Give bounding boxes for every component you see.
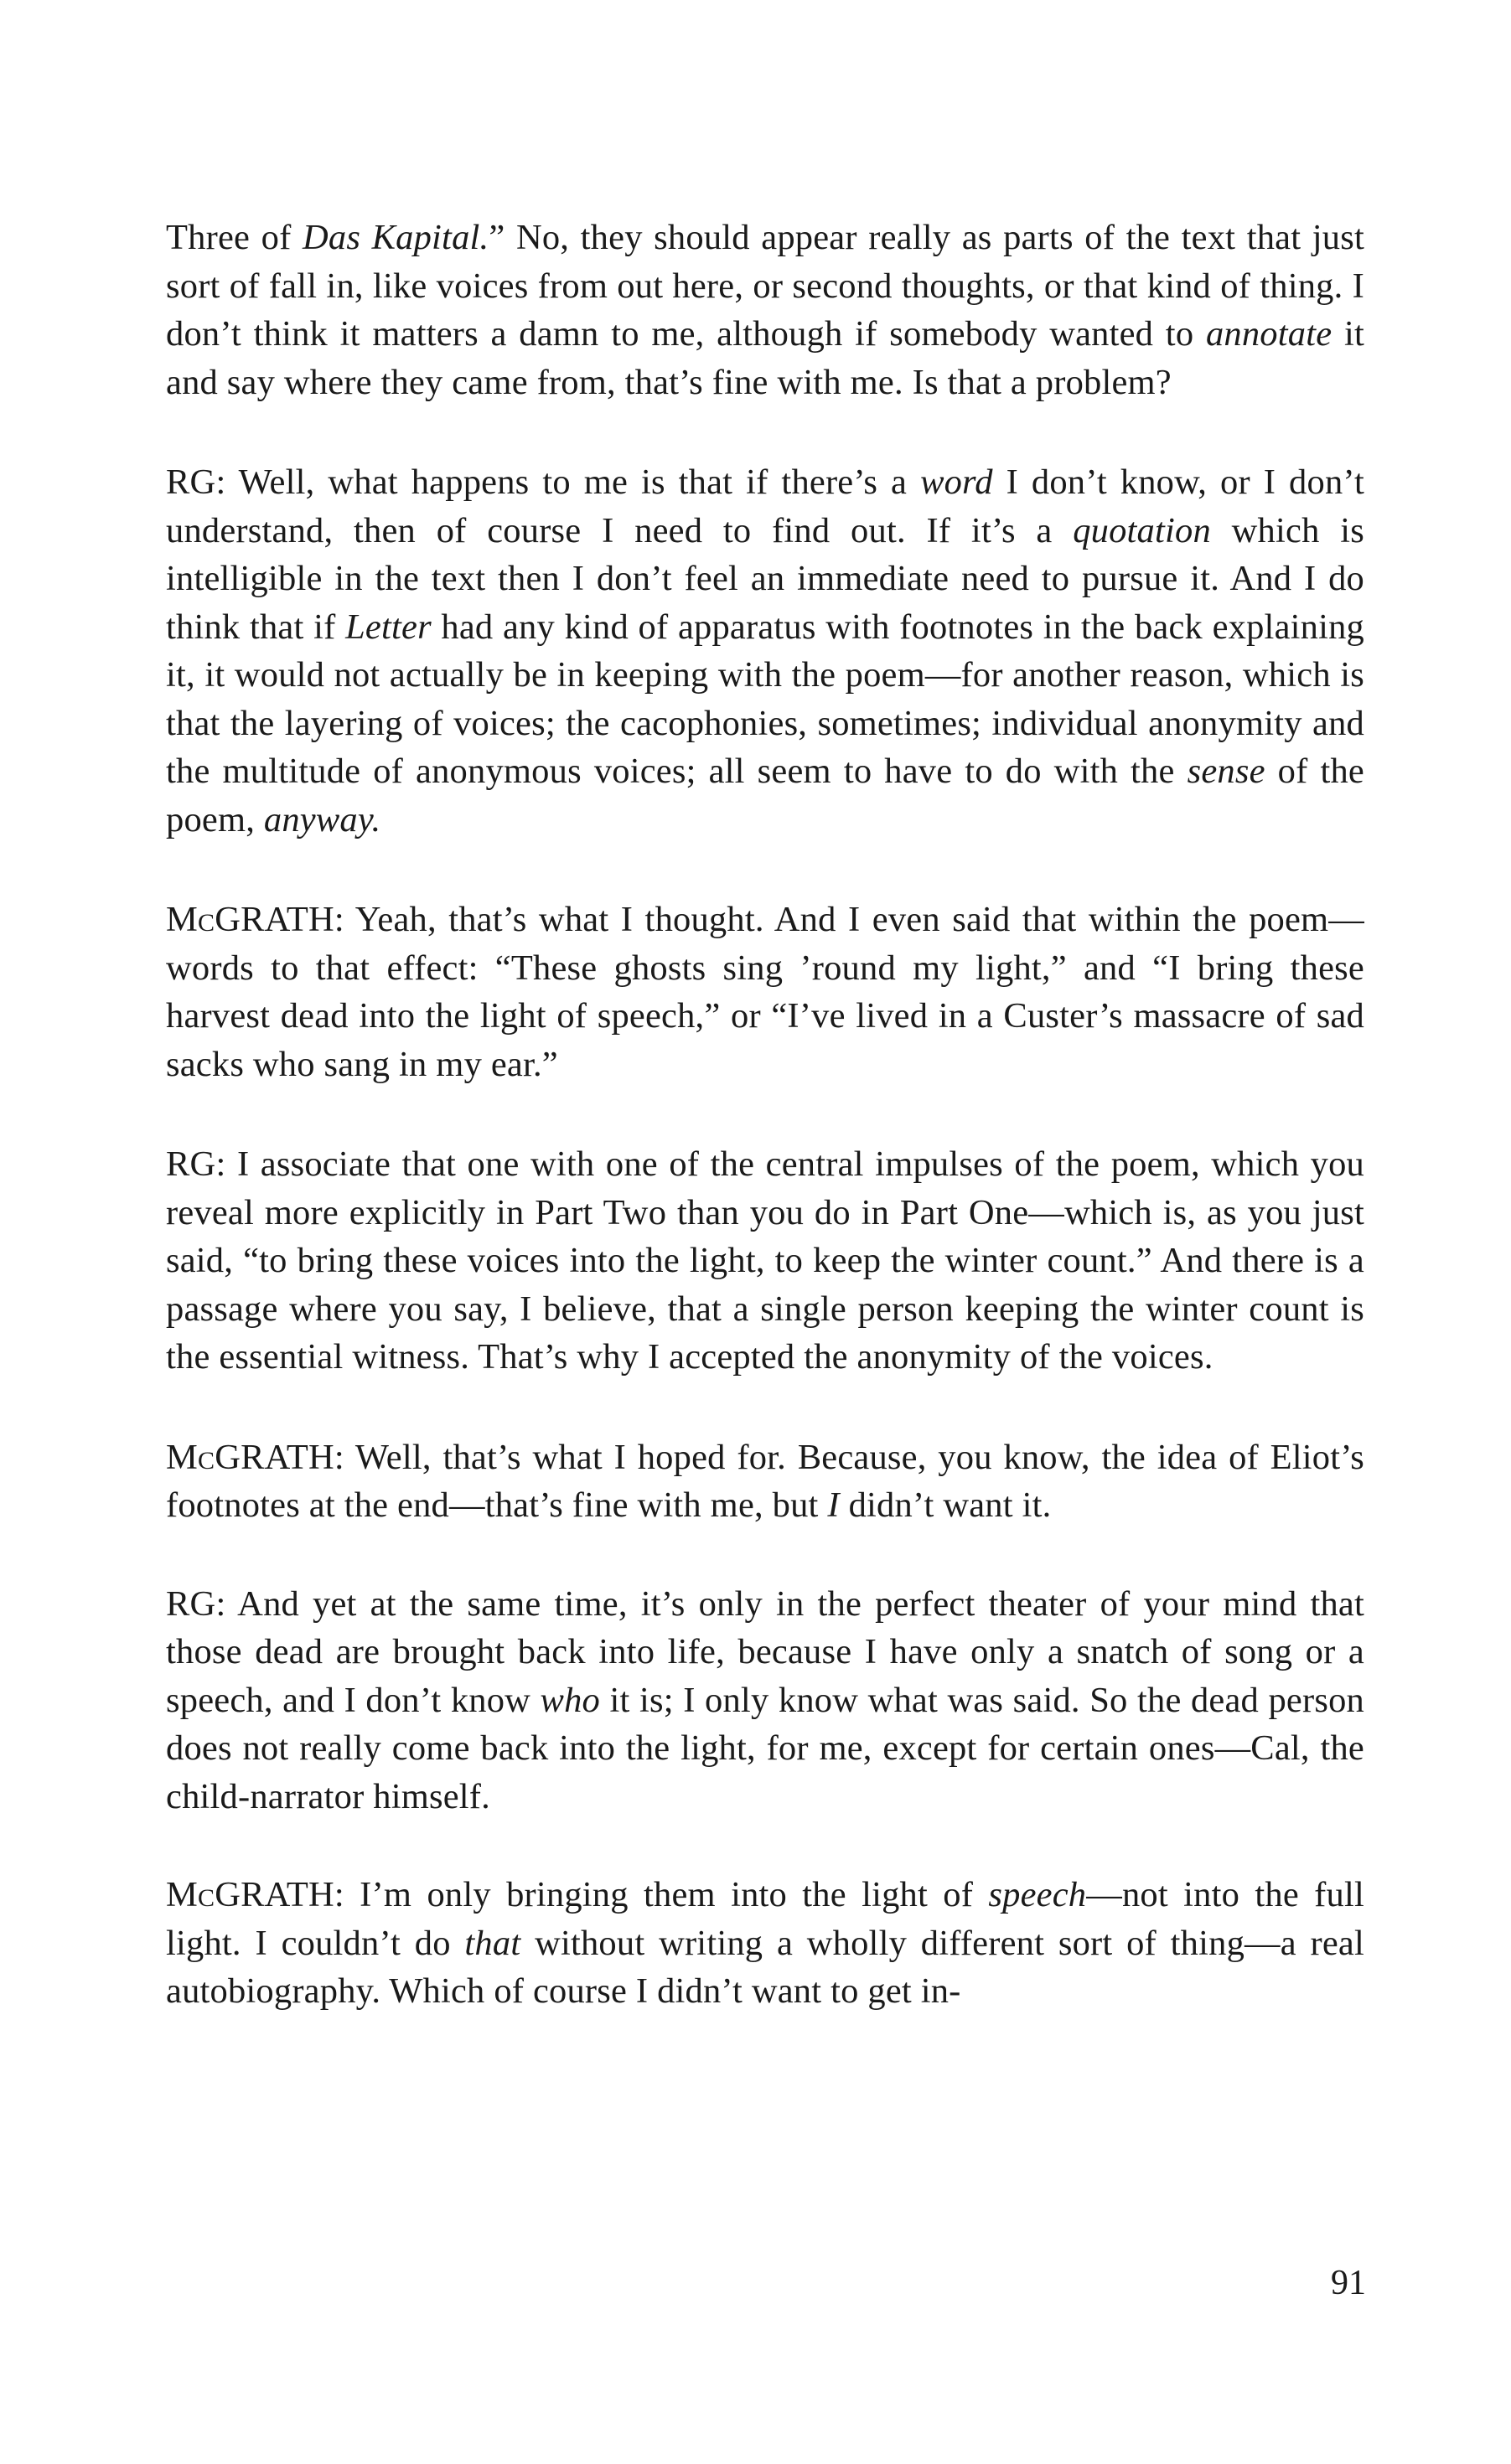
italic-text: annotate bbox=[1205, 314, 1332, 354]
text-segment: Yeah, that’s what I thought. And I even said that within the poem—words to that effect: “These ghosts sing ’round my light,” and “I bring these harvest dead into the light of speech,” or “I’ve lived in a Custer’s massacre of sad sacks who sang in my ear.” bbox=[166, 900, 1364, 1084]
paragraph bbox=[166, 458, 1364, 844]
speaker-label: McGRATH: bbox=[166, 900, 344, 939]
speaker-label: RG: bbox=[166, 462, 226, 502]
italic-text: I bbox=[827, 1485, 840, 1525]
italic-text: sense bbox=[1187, 752, 1265, 791]
text-segment: —not into the full light. I couldn’t do bbox=[166, 1875, 1364, 1963]
paragraph bbox=[166, 1580, 1364, 1821]
italic-text: Das Kapital. bbox=[302, 218, 489, 257]
page-body bbox=[166, 214, 1364, 2068]
text-segment: Well, what happens to me is that if there’s a bbox=[225, 462, 921, 502]
italic-text: speech bbox=[988, 1875, 1087, 1914]
speaker-label: McGRATH: bbox=[166, 1875, 344, 1914]
paragraph bbox=[166, 1433, 1364, 1530]
text-segment: I don’t know, or I don’t understand, then of course I need to find out. If it’s a bbox=[166, 462, 1364, 550]
text-segment: it and say where they came from, that’s fine with me. Is that a problem? bbox=[166, 314, 1364, 402]
italic-text: word bbox=[920, 462, 993, 502]
text-segment: without writing a wholly different sort of thing—a real autobiography. Which of course I didn’t want to get in- bbox=[166, 1923, 1365, 2011]
text-segment: which is intelligible in the text then I don’t feel an immediate need to pursue it. And I do think that if bbox=[166, 510, 1364, 647]
text-segment: of the poem, bbox=[166, 752, 1364, 839]
paragraph bbox=[166, 1871, 1364, 2016]
italic-text: who bbox=[540, 1680, 600, 1720]
text-segment: I associate that one with one of the central impulses of the poem, which you reveal more explicitly in Part Two than you do in Part One—which is, as you just said, “to bring these voices into the light, to keep the winter count.” And there is a passage where you say, I believe, that a single person keeping the winter count is the essential witness. That’s why I accepted the anonymity of the voices. bbox=[166, 1144, 1364, 1377]
paragraph bbox=[166, 1140, 1364, 1382]
text-segment: had any kind of apparatus with footnotes in the back explaining it, it would not actually be in keeping with the poem—for another reason, which is that the layering of voices; the cacophonies, sometimes; individual anonymity and the multitude of anonymous voices; all seem to have to do with the bbox=[166, 607, 1364, 791]
paragraph bbox=[166, 214, 1364, 406]
text-segment: Three of bbox=[166, 218, 303, 257]
text-segment: Well, that’s what I hoped for. Because, you know, the idea of Eliot’s footnotes at the end—that’s fine with me, but bbox=[166, 1437, 1364, 1525]
text-segment: it is; I only know what was said. So the dead person does not really come back into the light, for me, except for certain ones—Cal, the child-narrator himself. bbox=[166, 1680, 1364, 1816]
text-segment: And yet at the same time, it’s only in the perfect theater of your mind that those dead are brought back into life, because I have only a snatch of song or a speech, and I don’t know bbox=[166, 1583, 1364, 1720]
paragraph bbox=[166, 896, 1364, 1088]
italic-text: anyway. bbox=[263, 799, 381, 839]
text-segment: ” No, they should appear really as parts of the text that just sort of fall in, like voices from out here, or second thoughts, or that kind of thing. I don’t think it matters a damn to me, although if somebody wanted to bbox=[166, 218, 1365, 354]
text-segment: didn’t want it. bbox=[839, 1485, 1052, 1525]
speaker-label: RG: bbox=[166, 1583, 226, 1624]
italic-text: Letter bbox=[345, 607, 432, 647]
page-number: 91 bbox=[1331, 2264, 1366, 2302]
speaker-label: McGRATH: bbox=[166, 1437, 344, 1477]
italic-text: quotation bbox=[1073, 510, 1211, 550]
text-segment: I’m only bringing them into the light of bbox=[344, 1875, 989, 1914]
italic-text: that bbox=[464, 1923, 521, 1963]
speaker-label: RG: bbox=[166, 1144, 226, 1184]
